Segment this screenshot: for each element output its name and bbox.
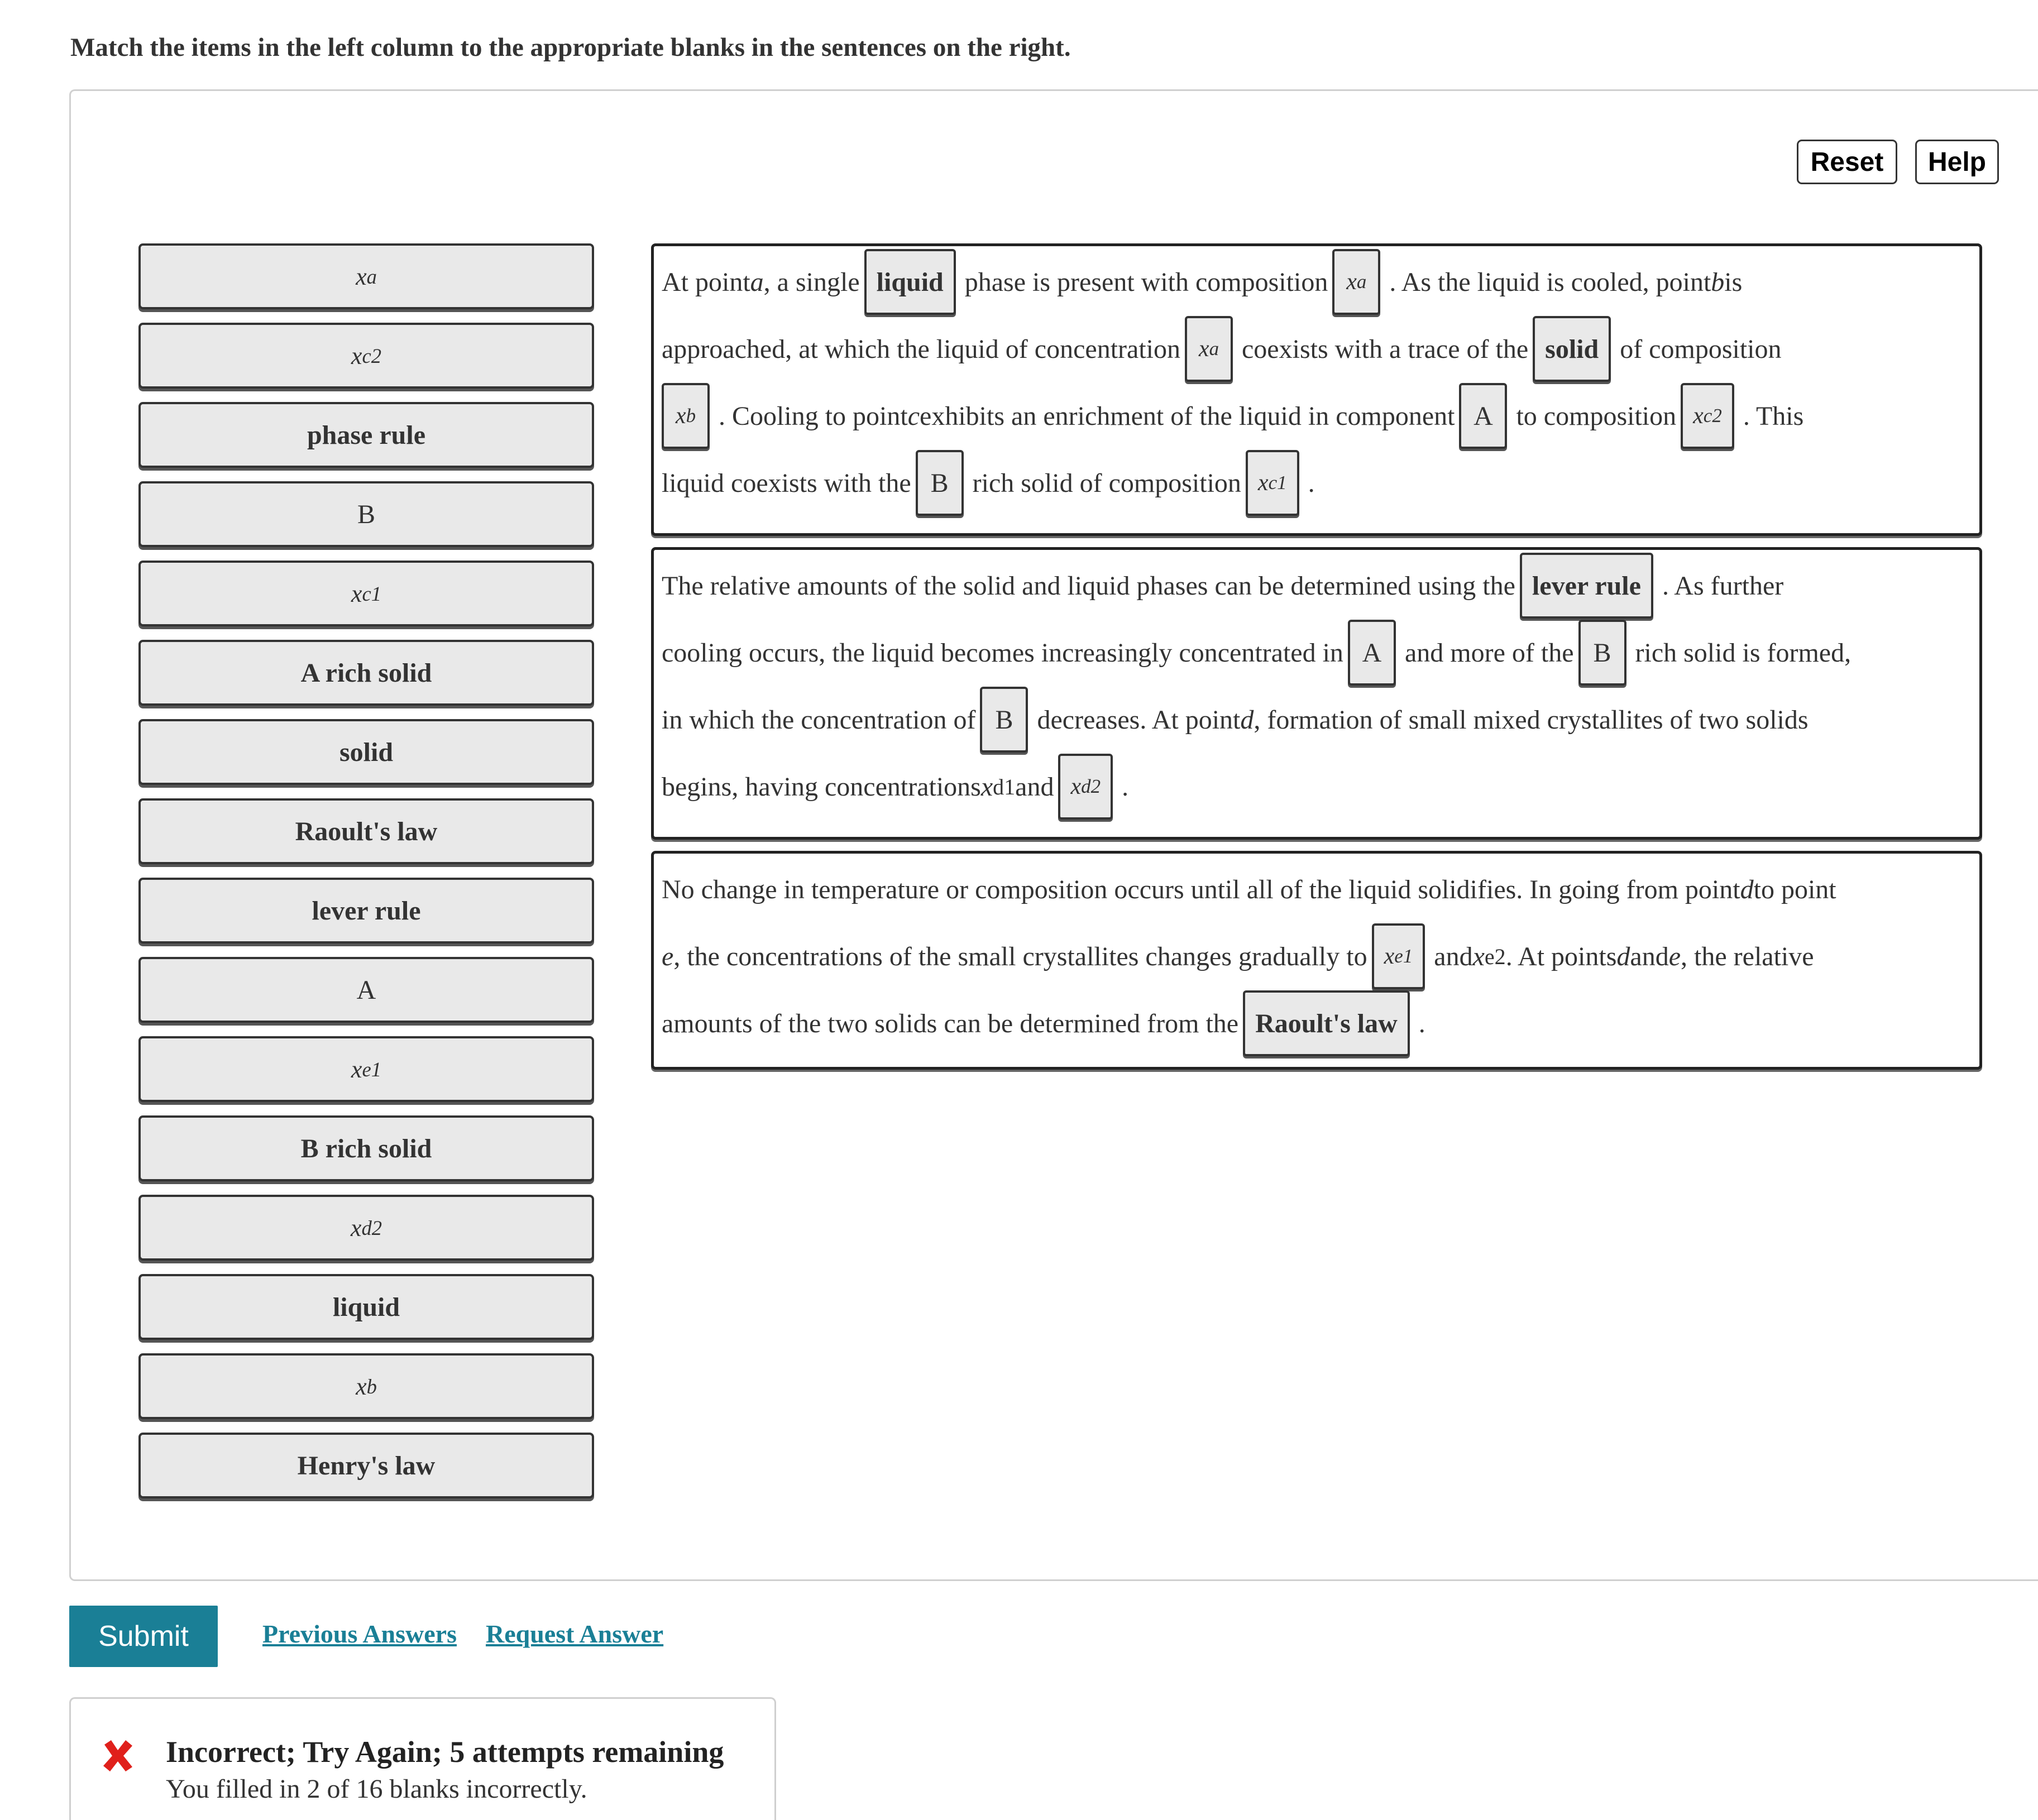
sentence-text: . As further: [1662, 571, 1784, 601]
previous-answers-link[interactable]: Previous Answers: [262, 1620, 457, 1648]
sentence-text: rich solid of composition: [972, 468, 1241, 498]
blank-11[interactable]: A: [1348, 620, 1396, 686]
error-x-icon: [100, 1738, 136, 1774]
bank-item-a-rich-solid[interactable]: [138, 640, 594, 706]
sentence-text: . Cooling to point: [719, 401, 908, 431]
sentence-line: [662, 248, 1742, 315]
blank-sub: c1: [1268, 472, 1287, 494]
blank-8[interactable]: B: [916, 450, 964, 516]
sentence-line: [662, 856, 1836, 923]
sentence-text: cooling occurs, the liquid becomes increasingly concentrated in: [662, 638, 1343, 668]
sentence-line: [662, 552, 1783, 619]
sentence-text: is: [1724, 267, 1743, 297]
bank-item-b[interactable]: [138, 481, 594, 547]
sentence-box-2: [651, 547, 1982, 840]
bank-item-label: phase rule: [307, 420, 425, 450]
sentence-line: [662, 923, 1814, 990]
bank-item-label: x: [356, 262, 367, 290]
bank-item-a[interactable]: [138, 957, 594, 1023]
sentence-text: , the concentrations of the small crystallites changes gradually to: [673, 941, 1367, 971]
blank-10[interactable]: lever rule: [1520, 553, 1653, 619]
blank-label: x: [1693, 403, 1704, 429]
blank-14[interactable]: [1058, 754, 1113, 820]
sentence-text: liquid coexists with the: [662, 468, 911, 498]
sentence-text: rich solid is formed,: [1635, 638, 1852, 668]
sentence-line: [662, 449, 1315, 516]
sentence-text: , formation of small mixed crystallites of two solids: [1254, 705, 1809, 735]
bank-item-lever-rule[interactable]: [138, 878, 594, 943]
bank-item-sub: e1: [362, 1057, 382, 1081]
blank-3[interactable]: [1185, 316, 1233, 382]
sentence-text: . At points: [1505, 941, 1617, 971]
bank-item-xe1[interactable]: [138, 1036, 594, 1102]
bank-item-solid[interactable]: [138, 719, 594, 785]
point-label: d: [1240, 705, 1254, 735]
blank-sub: b: [686, 405, 696, 427]
blank-12[interactable]: B: [1578, 620, 1626, 686]
sentence-text: .: [1418, 1008, 1425, 1038]
blank-13[interactable]: B: [980, 687, 1028, 753]
blank-label: x: [1384, 943, 1395, 969]
blank-sub: c2: [1703, 405, 1722, 427]
blank-7[interactable]: [1681, 383, 1734, 449]
bank-item-henrys-law[interactable]: [138, 1433, 594, 1498]
sentence-text: begins, having concentrations: [662, 772, 981, 802]
sentence-text: The relative amounts of the solid and liquid phases can be determined using the: [662, 571, 1515, 601]
sentence-line: [662, 619, 1851, 686]
blank-sub: e1: [1394, 945, 1413, 967]
bank-item-label: x: [356, 1372, 367, 1400]
sentence-text: and: [1015, 772, 1054, 802]
sentence-text: phase is present with composition: [964, 267, 1328, 297]
blank-1[interactable]: liquid: [864, 249, 956, 315]
blank-5[interactable]: [662, 383, 710, 449]
point-label: d: [1616, 941, 1630, 971]
blank-sub: a: [1356, 271, 1367, 293]
blank-label: x: [1346, 269, 1357, 295]
sentence-text: .: [1122, 772, 1129, 802]
blank-label: x: [1198, 336, 1209, 362]
help-button[interactable]: Help: [1915, 140, 1999, 184]
point-label: a: [750, 267, 764, 297]
sentence-text: exhibits an enrichment of the liquid in component: [920, 401, 1455, 431]
bank-item-xc2[interactable]: [138, 323, 594, 389]
bank-item-sub: c1: [362, 582, 382, 605]
submit-button[interactable]: Submit: [69, 1606, 218, 1667]
bank-item-sub: a: [366, 265, 377, 288]
blank-label: x: [1257, 470, 1269, 496]
math-subscript: d1: [993, 774, 1016, 799]
bank-item-label: B: [357, 499, 375, 529]
sentence-text: amounts of the two solids can be determined from the: [662, 1008, 1239, 1038]
reset-button[interactable]: Reset: [1797, 140, 1897, 184]
sentence-text: to composition: [1516, 401, 1677, 431]
bank-item-xd2[interactable]: [138, 1195, 594, 1261]
blank-2[interactable]: [1332, 249, 1380, 315]
sentence-text: . As the liquid is cooled, point: [1389, 267, 1711, 297]
point-label: b: [1711, 267, 1725, 297]
sentence-line: [662, 315, 1782, 382]
bank-item-label: Raoult's law: [295, 816, 438, 846]
bank-item-label: solid: [339, 737, 394, 767]
bank-item-label: A rich solid: [300, 658, 432, 688]
bank-item-phase-rule[interactable]: [138, 402, 594, 468]
math-subscript: e2: [1484, 943, 1506, 969]
sentence-line: [662, 990, 1425, 1057]
point-label: e: [662, 941, 674, 971]
blank-label: x: [1070, 774, 1082, 799]
sentence-text: coexists with a trace of the: [1242, 334, 1529, 364]
sentence-text: . This: [1743, 401, 1804, 431]
sentence-text: in which the concentration of: [662, 705, 976, 735]
point-label: e: [1668, 941, 1681, 971]
bank-item-label: Henry's law: [297, 1450, 436, 1481]
bank-item-label: liquid: [332, 1292, 400, 1322]
bank-item-xc1[interactable]: [138, 561, 594, 626]
math-variable: x: [1472, 941, 1485, 971]
bank-item-xa[interactable]: [138, 243, 594, 309]
bank-item-b-rich-solid[interactable]: [138, 1115, 594, 1181]
sentence-text: of composition: [1620, 334, 1782, 364]
blank-sub: a: [1209, 338, 1219, 360]
sentence-text: , the relative: [1681, 941, 1814, 971]
bank-item-sub: d2: [361, 1216, 382, 1239]
sentence-box-3: [651, 851, 1982, 1070]
point-label: d: [1740, 874, 1754, 904]
bank-item-label: x: [351, 1055, 362, 1083]
bank-item-label: x: [351, 342, 362, 370]
blank-15[interactable]: [1372, 923, 1425, 989]
blank-6[interactable]: A: [1459, 383, 1507, 449]
feedback-panel: [69, 1697, 776, 1820]
bank-item-label: x: [351, 579, 362, 607]
sentence-text: to point: [1753, 874, 1836, 904]
sentence-line: [662, 686, 1809, 753]
instruction-text: Match the items in the left column to the appropriate blanks in the sentences on the right.: [70, 33, 1071, 62]
sentence-box-1: [651, 243, 1982, 536]
bank-item-liquid[interactable]: [138, 1274, 594, 1340]
sentence-text: and more of the: [1404, 638, 1574, 668]
bank-item-label: A: [356, 975, 376, 1005]
point-label: c: [907, 401, 920, 431]
bank-item-label: lever rule: [312, 895, 421, 926]
blank-16[interactable]: Raoult's law: [1243, 990, 1410, 1056]
bank-item-label: B rich solid: [300, 1133, 432, 1163]
sentence-text: , a single: [763, 267, 860, 297]
sentence-text: and: [1630, 941, 1669, 971]
sentence-text: approached, at which the liquid of concentration: [662, 334, 1180, 364]
request-answer-link[interactable]: Request Answer: [486, 1620, 664, 1648]
bank-item-sub: b: [366, 1374, 377, 1398]
bank-item-xb[interactable]: [138, 1353, 594, 1419]
sentence-text: At point: [662, 267, 750, 297]
blank-4[interactable]: solid: [1533, 316, 1611, 382]
sentence-text: .: [1308, 468, 1315, 498]
feedback-title: Incorrect; Try Again; 5 attempts remaining: [166, 1735, 724, 1769]
bank-item-label: x: [350, 1214, 362, 1242]
blank-sub: d2: [1081, 775, 1101, 797]
sentence-line: [662, 753, 1128, 820]
sentence-text: No change in temperature or composition occurs until all of the liquid solidifies. In going from point: [662, 874, 1740, 904]
blank-label: x: [675, 403, 686, 429]
sentence-text: decreases. At point: [1037, 705, 1241, 735]
bank-item-sub: c2: [362, 344, 382, 367]
sentence-line: [662, 382, 1803, 449]
bank-item-raoults-law[interactable]: [138, 798, 594, 864]
math-variable: x: [980, 772, 993, 802]
feedback-detail: You filled in 2 of 16 blanks incorrectly.: [166, 1774, 587, 1804]
blank-9[interactable]: [1246, 450, 1299, 516]
sentence-text: and: [1434, 941, 1473, 971]
